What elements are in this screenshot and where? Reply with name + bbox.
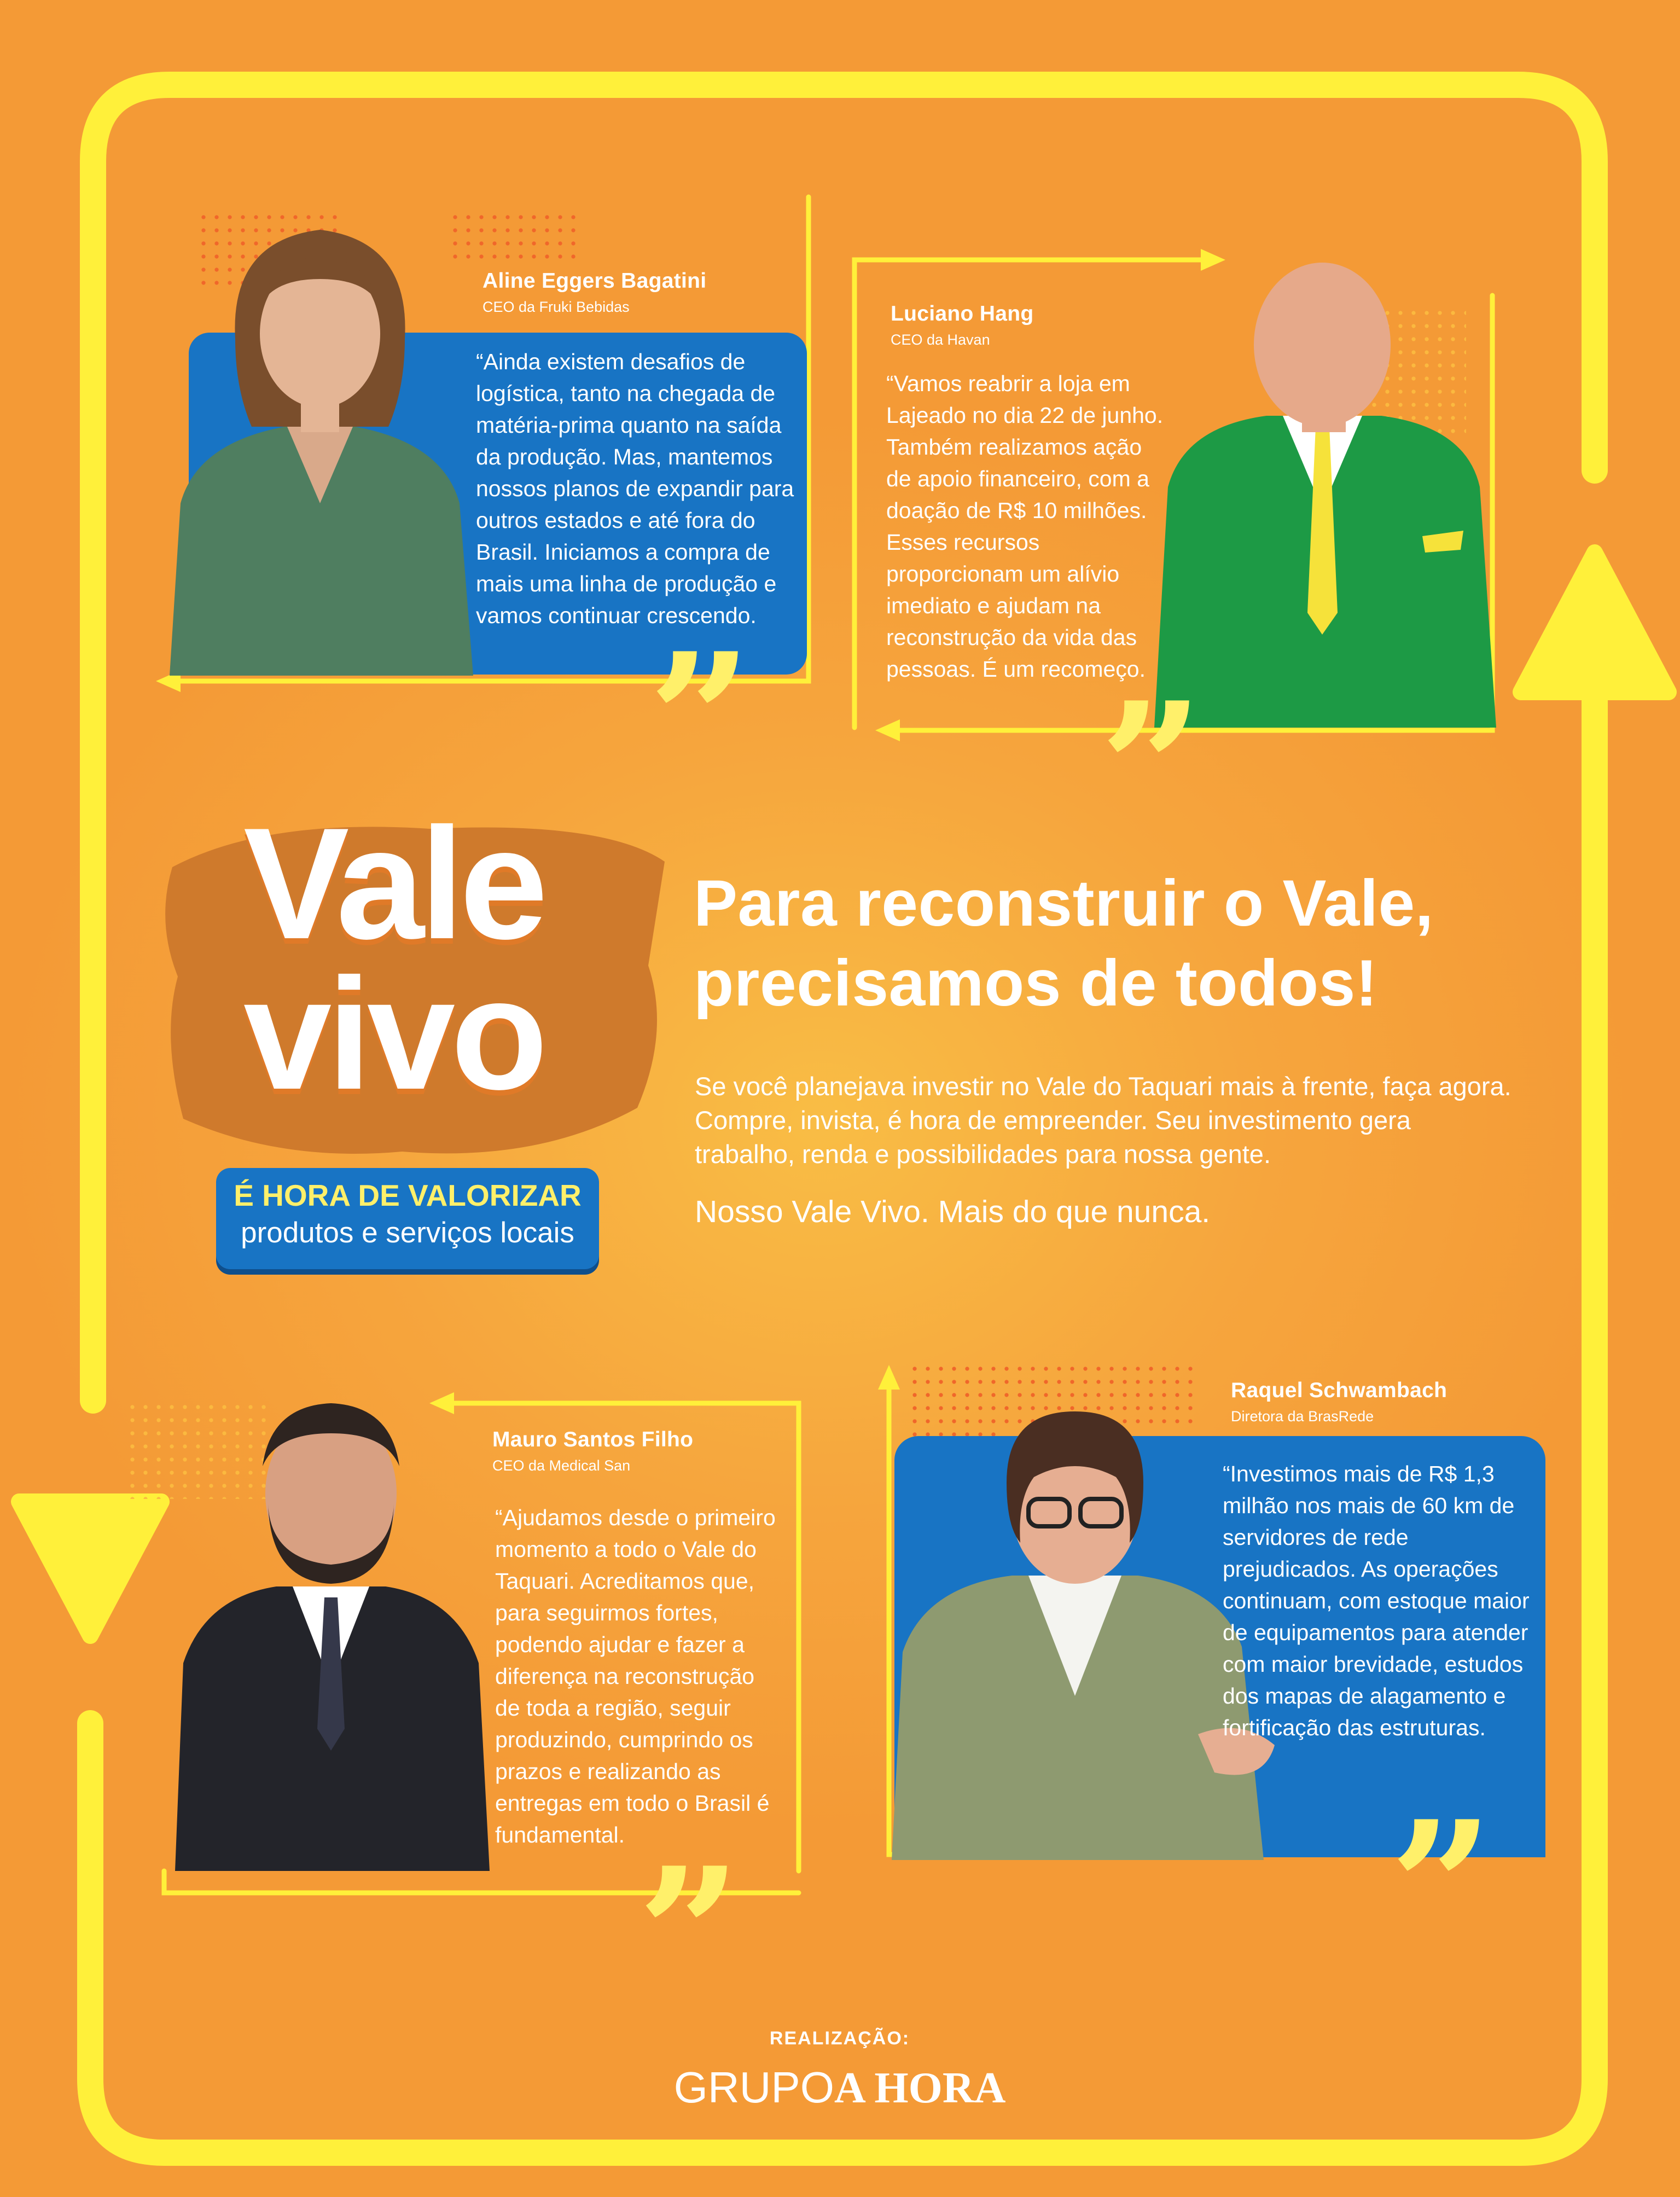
arrow-up-icon [1521, 553, 1669, 692]
portrait-luciano [1146, 252, 1499, 728]
arrow-left-icon [875, 719, 900, 741]
logo-vale: Vale [243, 795, 544, 972]
footer-label: REALIZAÇÃO: [769, 2028, 910, 2049]
closing-quote-icon: ” [1390, 1781, 1493, 1993]
testimonial-quote: “Investimos mais de R$ 1,3 milhão nos mais de 60 km de servidores de rede prejudicados. As operações continuam, com estoque maior de equipamentos para atender com maior brevidade, estudos dos mapas de alagamento e fortificação das estruturas. [1223, 1461, 1530, 1740]
testimonial-role: CEO da Fruki Bebidas [483, 299, 630, 315]
closing-quote-icon: ” [648, 613, 752, 826]
testimonial-role: CEO da Medical San [492, 1457, 631, 1474]
logo-badge [216, 1168, 599, 1269]
portrait-mauro [167, 1379, 495, 1871]
closing-quote-icon: ” [637, 1828, 741, 2040]
brand-a-hora: A HORA [834, 2064, 1006, 2112]
badge-subtitle: produtos e serviços locais [241, 1217, 574, 1249]
brand-grupo: GRUPO [673, 2063, 834, 2112]
testimonial-quote: “Ainda existem desafios de logística, tanto na chegada de matéria-prima quanto na saída da produção. Mas, mantemos nossos planos de expandir para outros estados e até fora do Brasil. Iniciamos a compra de mais uma linha de produção e vamos continuar crescendo. [476, 349, 794, 628]
footer-brand [566, 2062, 1113, 2113]
logo-vivo: vivo [243, 945, 544, 1123]
portrait-aline [164, 197, 476, 676]
testimonial-name: Raquel Schwambach [1231, 1379, 1448, 1402]
testimonial-quote: “Ajudamos desde o primeiro momento a todo o Vale do Taquari. Acreditamos que, para seguirmos fortes, podendo ajudar e fazer a diferença na reconstrução de toda a região, seguir produzindo, cumprindo os prazos e realizando as entregas em todo o Brasil é fundamental. [495, 1505, 776, 1847]
arrow-down-icon [19, 1502, 161, 1636]
tagline: Nosso Vale Vivo. Mais do que nunca. [695, 1194, 1211, 1229]
testimonial-name: Luciano Hang [891, 302, 1034, 326]
body-paragraph: Se você planejava investir no Vale do Taquari mais à frente, faça agora. Compre, invista, é hora de empreender. Seu investimento gera trabalho, renda e possibilidades para nossa gente. [695, 1072, 1512, 1169]
testimonial-name: Mauro Santos Filho [492, 1428, 694, 1451]
badge-title: É HORA DE VALORIZAR [234, 1178, 582, 1212]
page-headline: Para reconstruir o Vale, precisamos de todos! [694, 867, 1434, 1020]
closing-quote-icon: ” [1100, 662, 1204, 875]
testimonial-name: Aline Eggers Bagatini [483, 269, 707, 293]
testimonial-role: Diretora da BrasRede [1231, 1408, 1374, 1425]
testimonial-role: CEO da Havan [891, 332, 990, 348]
testimonial-quote: “Vamos reabrir a loja em Lajeado no dia 22 de junho. Também realizamos ação de apoio financeiro, com a doação de R$ 10 milhões. Esses recursos proporcionam um alívio imediato e ajudam na reconstrução da vida das pessoas. É um recomeço. [886, 371, 1164, 682]
arrow-up-icon [878, 1365, 900, 1390]
